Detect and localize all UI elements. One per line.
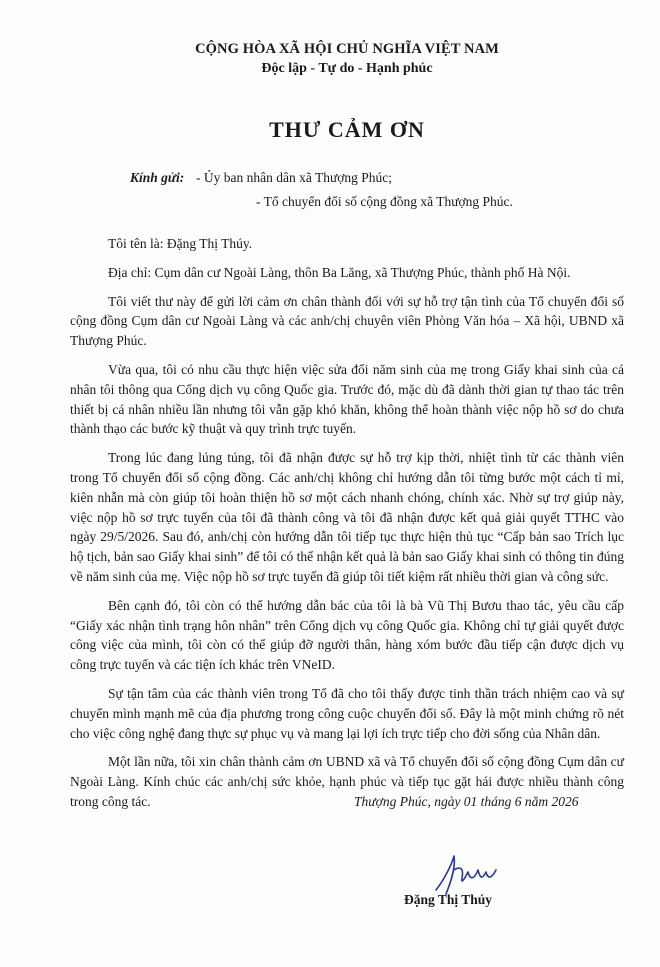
paragraph-6: Một lần nữa, tôi xin chân thành cảm ơn UBND xã và Tổ chuyển đổi số cộng đồng Cụm dân cư Ngoài Làng. Kính chúc các anh/chị sức khỏe, hạnh phúc và tiếp tục gặt hái được nhiều thành công trong công tác.	[70, 754, 624, 809]
handwritten-signature	[430, 850, 510, 898]
paragraph-2: Vừa qua, tôi có nhu cầu thực hiện việc sửa đổi năm sinh của mẹ trong Giấy khai sinh của cá nhân tôi thông qua Cổng dịch vụ công Quốc gia. Trước đó, mặc dù đã dành thời gian tự thao tác trên thiết bị cá nhân nhiều lần nhưng tôi vẫn gặp khó khăn, không thể hoàn thành việc nộp hồ sơ do chưa thành thạo các bước kỹ thuật và quy trình trực tuyến.	[70, 361, 624, 437]
recipient-line-1: - Ủy ban nhân dân xã Thượng Phúc;	[196, 170, 393, 185]
letter-title: THƯ CẢM ƠN	[269, 117, 425, 142]
recipient-line-2: - Tổ chuyển đổi số cộng đồng xã Thượng Phúc.	[256, 194, 513, 209]
recipients-block	[70, 166, 624, 214]
place-date: Thượng Phúc, ngày 01 tháng 6 năm 2026	[354, 794, 579, 809]
national-title: CỘNG HÒA XÃ HỘI CHỦ NGHĨA VIỆT NAM	[195, 41, 499, 57]
signer-name: Đặng Thị Thúy	[404, 892, 493, 907]
name-line: Tôi tên là: Đặng Thị Thúy.	[108, 236, 253, 251]
document-header	[70, 40, 624, 78]
paragraph-5: Sự tận tâm của các thành viên trong Tổ đã cho tôi thấy được tinh thần trách nhiệm cao và sự chuyển mình mạnh mẽ của địa phương trong công cuộc chuyển đổi số. Đây là một minh chứng rõ nét cho việc công nghệ đang thực sự phục vụ và mang lại lợi ích trực tiếp cho đời sống của Nhân dân.	[70, 685, 624, 741]
paragraph-4: Bên cạnh đó, tôi còn có thể hướng dẫn bác của tôi là bà Vũ Thị Bươu thao tác, yêu cầu cấp “Giấy xác nhận tình trạng hôn nhân” trên Cổng dịch vụ công Quốc gia. Không chỉ tự giải quyết được công việc của mình, tôi còn có thể giúp đỡ người thân, hàng xóm bước đầu tiếp cận được dịch vụ công trực tuyến và các tiện ích khác trên VNeID.	[70, 597, 624, 673]
paragraph-1: Tôi viết thư này để gửi lời cảm ơn chân thành đối với sự hỗ trợ tận tình của Tổ chuyển đổi số cộng đồng Cụm dân cư Ngoài Làng và các anh/chị chuyên viên Phòng Văn hóa – Xã hội, UBND xã Thượng Phúc.	[70, 293, 624, 349]
letter-page	[0, 40, 660, 967]
letter-body	[70, 234, 624, 812]
paragraph-3: Trong lúc đang lúng túng, tôi đã nhận được sự hỗ trợ kịp thời, nhiệt tình từ các thành viên trong Tổ chuyển đổi số cộng đồng. Các anh/chị không chỉ hướng dẫn tôi từng bước một cách tỉ mỉ, kiên nhẫn mà còn giúp tôi hoàn thiện hồ sơ một cách nhanh chóng, chính xác. Nhờ sự trợ giúp này, việc nộp hồ sơ trực tuyến của tôi đã thành công và tôi đã nhận được kết quả giải quyết TTHC vào ngày 29/5/2026. Sau đó, anh/chị còn hướng dẫn tôi tiếp tục thực hiện thủ tục “Cấp bản sao Trích lục hộ tịch, bản sao Giấy khai sinh” để tôi có thể nhận kết quả là bản sao Giấy khai sinh có thông tin đúng về năm sinh của mẹ. Việc nộp hồ sơ trực tuyến đã giúp tôi tiết kiệm rất nhiều thời gian và công sức.	[70, 450, 624, 584]
address-line: Địa chỉ: Cụm dân cư Ngoài Làng, thôn Ba Lăng, xã Thượng Phúc, thành phố Hà Nội.	[108, 264, 571, 280]
recipients-label: Kính gửi:	[130, 170, 185, 185]
national-motto: Độc lập - Tự do - Hạnh phúc	[261, 61, 433, 76]
